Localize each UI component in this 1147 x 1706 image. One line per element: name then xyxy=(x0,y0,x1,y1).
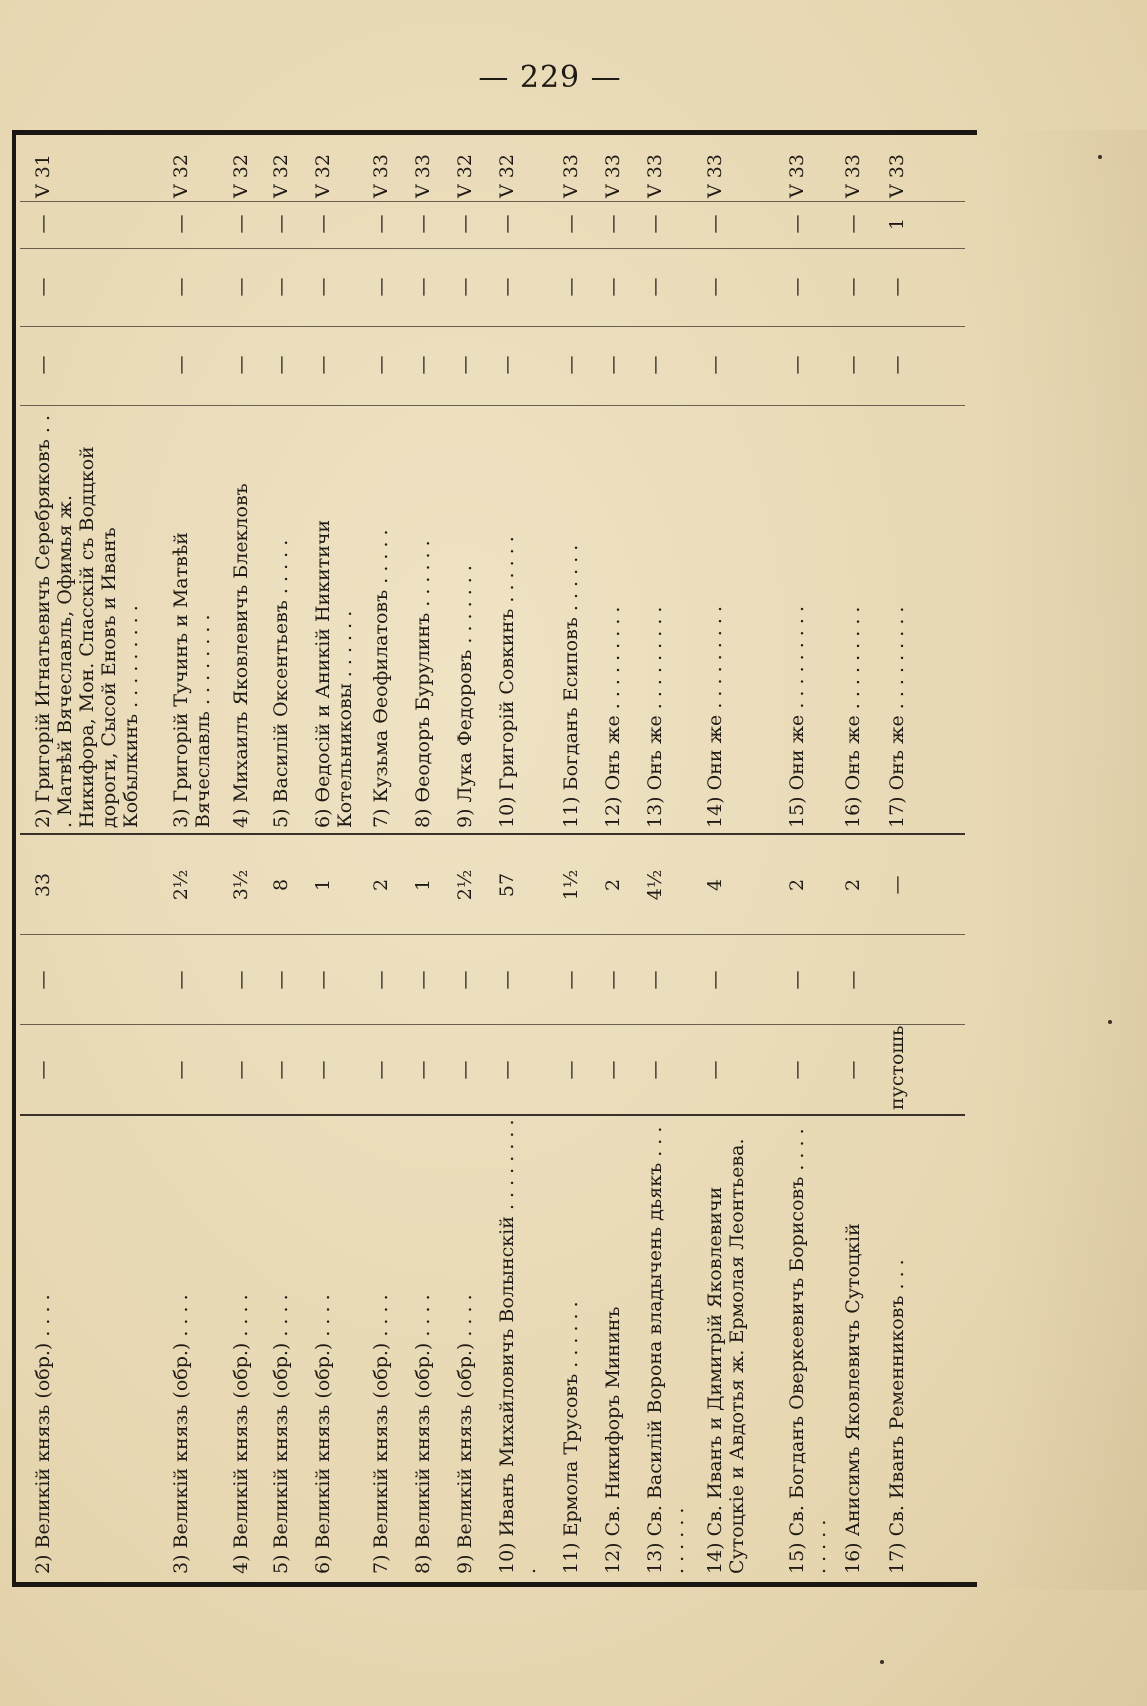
holder-cell: 8) Ѳеодоръ Бурулинъ . . . . . . xyxy=(412,540,434,828)
reference-cell: V 32 xyxy=(454,154,476,198)
value-c-cell: 4½ xyxy=(644,869,666,901)
reference-cell: V 32 xyxy=(230,154,252,198)
value-e-cell: — xyxy=(560,277,582,297)
value-e-cell: — xyxy=(412,277,434,297)
value-d-cell: — xyxy=(644,355,666,375)
value-f-cell: — xyxy=(270,214,292,234)
holder-cell: 10) Григорій Совкинъ . . . . . . xyxy=(496,536,518,828)
value-a-cell: — xyxy=(496,1060,518,1080)
top-rule xyxy=(12,130,977,135)
column-divider xyxy=(20,248,965,249)
paper-speck xyxy=(1108,1020,1112,1024)
value-c-cell: 2½ xyxy=(454,869,476,901)
holder-cell: 7) Кузьма Ѳеофилатовъ . . . . . xyxy=(370,529,392,828)
value-e-cell: — xyxy=(644,277,666,297)
value-e-cell: — xyxy=(496,277,518,297)
reference-cell: V 33 xyxy=(704,154,726,198)
owner-cell: 8) Великій князь (обр.) . . . . xyxy=(412,1294,434,1574)
value-c-cell: 2 xyxy=(370,878,392,892)
paper-speck xyxy=(880,1660,884,1664)
value-b-cell: — xyxy=(842,970,864,990)
owner-cell: 16) Анисимъ Яковлевичъ Сутоцкій xyxy=(842,1223,864,1574)
value-c-cell: 33 xyxy=(32,872,54,898)
value-f-cell: — xyxy=(312,214,334,234)
value-c-cell: 3½ xyxy=(230,869,252,901)
value-a-cell: — xyxy=(560,1060,582,1080)
value-f-cell: — xyxy=(370,214,392,234)
land-register-table xyxy=(20,140,965,1580)
value-a-cell: — xyxy=(644,1060,666,1080)
reference-cell: V 33 xyxy=(602,154,624,198)
value-d-cell: — xyxy=(170,355,192,375)
value-f-cell: — xyxy=(842,214,864,234)
value-c-cell: 1 xyxy=(412,878,434,892)
owner-cell: 11) Ермола Трусовъ . . . . . . xyxy=(560,1301,582,1574)
value-c-cell: 2 xyxy=(842,878,864,892)
value-b-cell: — xyxy=(644,970,666,990)
column-divider xyxy=(20,326,965,327)
reference-cell: V 33 xyxy=(842,154,864,198)
reference-cell: V 32 xyxy=(170,154,192,198)
reference-cell: V 33 xyxy=(412,154,434,198)
holder-cell: 14) Они же . . . . . . . . . xyxy=(704,605,726,828)
value-e-cell: — xyxy=(886,277,908,297)
column-divider xyxy=(20,934,965,935)
value-e-cell: — xyxy=(370,277,392,297)
value-c-cell: 1½ xyxy=(560,869,582,901)
value-b-cell: — xyxy=(412,970,434,990)
value-b-cell: — xyxy=(270,970,292,990)
value-b-cell: — xyxy=(786,970,808,990)
value-f-cell: — xyxy=(170,214,192,234)
page-number: — 229 — xyxy=(478,60,622,95)
column-divider xyxy=(20,1114,965,1116)
owner-cell: 2) Великій князь (обр.) . . . . xyxy=(32,1294,54,1574)
value-f-cell: — xyxy=(786,214,808,234)
owner-cell: 14) Св. Иванъ и Димитрій Яковлевичи Сутоцкіе и Авдотья ж. Ермолая Леонтьева. xyxy=(704,1138,748,1574)
value-a-cell: — xyxy=(32,1060,54,1080)
column-divider xyxy=(20,1024,965,1025)
value-d-cell: — xyxy=(560,355,582,375)
value-b-cell: — xyxy=(560,970,582,990)
value-d-cell: — xyxy=(270,355,292,375)
reference-cell: V 31 xyxy=(32,154,54,198)
value-b-cell: — xyxy=(704,970,726,990)
value-d-cell: — xyxy=(496,355,518,375)
value-f-cell: 1 xyxy=(886,217,908,231)
value-d-cell: — xyxy=(602,355,624,375)
value-a-cell: — xyxy=(170,1060,192,1080)
value-f-cell: — xyxy=(644,214,666,234)
value-a-cell: — xyxy=(842,1060,864,1080)
holder-cell: 6) Ѳедосій и Аникій Никитичи Котельниковы . . . . . . xyxy=(312,519,356,828)
value-c-cell: — xyxy=(886,875,908,895)
reference-cell: V 33 xyxy=(370,154,392,198)
owner-cell: 9) Великій князь (обр.) . . . . xyxy=(454,1294,476,1574)
reference-cell: V 33 xyxy=(560,154,582,198)
value-f-cell: — xyxy=(412,214,434,234)
value-e-cell: — xyxy=(312,277,334,297)
value-d-cell: — xyxy=(32,355,54,375)
value-d-cell: — xyxy=(230,355,252,375)
holder-cell: 9) Лука Федоровъ . . . . . . . xyxy=(454,565,476,828)
value-a-cell: — xyxy=(704,1060,726,1080)
holder-cell: 12) Онъ же . . . . . . . . . xyxy=(602,606,624,828)
value-c-cell: 57 xyxy=(496,872,518,898)
value-e-cell: — xyxy=(842,277,864,297)
value-f-cell: — xyxy=(454,214,476,234)
value-b-cell: — xyxy=(312,970,334,990)
value-a-cell: пустошь xyxy=(886,1025,908,1110)
value-e-cell: — xyxy=(170,277,192,297)
bottom-rule xyxy=(12,1582,977,1587)
value-c-cell: 1 xyxy=(312,878,334,892)
value-a-cell: — xyxy=(412,1060,434,1080)
value-a-cell: — xyxy=(786,1060,808,1080)
owner-cell: 15) Св. Богданъ Оверкеевичъ Борисовъ . . . . . . . . . xyxy=(786,1128,830,1574)
column-divider xyxy=(20,201,965,202)
value-c-cell: 2½ xyxy=(170,869,192,901)
value-c-cell: 8 xyxy=(270,878,292,892)
value-f-cell: — xyxy=(496,214,518,234)
reference-cell: V 32 xyxy=(496,154,518,198)
value-e-cell: — xyxy=(786,277,808,297)
value-d-cell: — xyxy=(842,355,864,375)
value-b-cell: — xyxy=(230,970,252,990)
owner-cell: 13) Св. Василій Ворона владычень дьякъ . . . . . . . . . xyxy=(644,1126,688,1574)
paper-speck xyxy=(1098,155,1102,159)
value-f-cell: — xyxy=(602,214,624,234)
owner-cell: 12) Св. Никифоръ Мининъ xyxy=(602,1306,624,1574)
value-b-cell: — xyxy=(602,970,624,990)
value-d-cell: — xyxy=(412,355,434,375)
reference-cell: V 33 xyxy=(786,154,808,198)
reference-cell: V 32 xyxy=(312,154,334,198)
owner-cell: 4) Великій князь (обр.) . . . . xyxy=(230,1294,252,1574)
holder-cell: 13) Онъ же . . . . . . . . . xyxy=(644,606,666,828)
owner-cell: 5) Великій князь (обр.) . . . . xyxy=(270,1294,292,1574)
holder-cell: 5) Василій Оксентьевъ . . . . . xyxy=(270,539,292,828)
value-d-cell: — xyxy=(454,355,476,375)
column-divider xyxy=(20,833,965,835)
value-c-cell: 2 xyxy=(786,878,808,892)
value-d-cell: — xyxy=(786,355,808,375)
holder-cell: 17) Онъ же . . . . . . . . . xyxy=(886,606,908,828)
value-f-cell: — xyxy=(230,214,252,234)
holder-cell: 4) Михаилъ Яковлевичъ Блекловъ xyxy=(230,483,252,828)
reference-cell: V 33 xyxy=(886,154,908,198)
value-b-cell: — xyxy=(170,970,192,990)
value-d-cell: — xyxy=(886,355,908,375)
value-d-cell: — xyxy=(704,355,726,375)
value-d-cell: — xyxy=(312,355,334,375)
holder-cell: 2) Григорій Игнатьевичъ Серебряковъ . . . Матвѣй Вячеславль, Офимья ж. Никифора, Мон. Спасскій съ Водцкой дороги, Сысой Еновъ и Иванъ Кобылкинъ . . . . . . . . . xyxy=(32,415,142,828)
holder-cell: 16) Онъ же . . . . . . . . . xyxy=(842,606,864,828)
value-e-cell: — xyxy=(602,277,624,297)
value-e-cell: — xyxy=(32,277,54,297)
value-d-cell: — xyxy=(370,355,392,375)
left-rule xyxy=(12,130,16,1587)
holder-cell: 11) Богданъ Есиповъ . . . . . . xyxy=(560,544,582,828)
value-f-cell: — xyxy=(704,214,726,234)
value-b-cell: — xyxy=(496,970,518,990)
owner-cell: 17) Св. Иванъ Ременниковъ . . . xyxy=(886,1259,908,1574)
owner-cell: 3) Великій князь (обр.) . . . . xyxy=(170,1294,192,1574)
value-a-cell: — xyxy=(270,1060,292,1080)
reference-cell: V 33 xyxy=(644,154,666,198)
value-c-cell: 4 xyxy=(704,878,726,892)
value-f-cell: — xyxy=(32,214,54,234)
owner-cell: 10) Иванъ Михайловичъ Волынскій . . . . . . . . . xyxy=(496,1119,540,1574)
value-c-cell: 2 xyxy=(602,878,624,892)
holder-cell: 15) Они же . . . . . . . . . xyxy=(786,605,808,828)
value-b-cell: — xyxy=(454,970,476,990)
value-f-cell: — xyxy=(560,214,582,234)
value-b-cell: — xyxy=(370,970,392,990)
reference-cell: V 32 xyxy=(270,154,292,198)
value-a-cell: — xyxy=(370,1060,392,1080)
owner-cell: 6) Великій князь (обр.) . . . . xyxy=(312,1294,334,1574)
value-a-cell: — xyxy=(454,1060,476,1080)
column-divider xyxy=(20,405,965,406)
value-e-cell: — xyxy=(454,277,476,297)
holder-cell: 3) Григорій Тучинъ и Матвѣй Вячеславль . . . . . . . . xyxy=(170,532,214,828)
value-e-cell: — xyxy=(230,277,252,297)
value-e-cell: — xyxy=(270,277,292,297)
value-b-cell: — xyxy=(32,970,54,990)
value-e-cell: — xyxy=(704,277,726,297)
value-a-cell: — xyxy=(602,1060,624,1080)
owner-cell: 7) Великій князь (обр.) . . . . xyxy=(370,1294,392,1574)
page-margin xyxy=(987,130,1147,1590)
value-a-cell: — xyxy=(230,1060,252,1080)
value-a-cell: — xyxy=(312,1060,334,1080)
